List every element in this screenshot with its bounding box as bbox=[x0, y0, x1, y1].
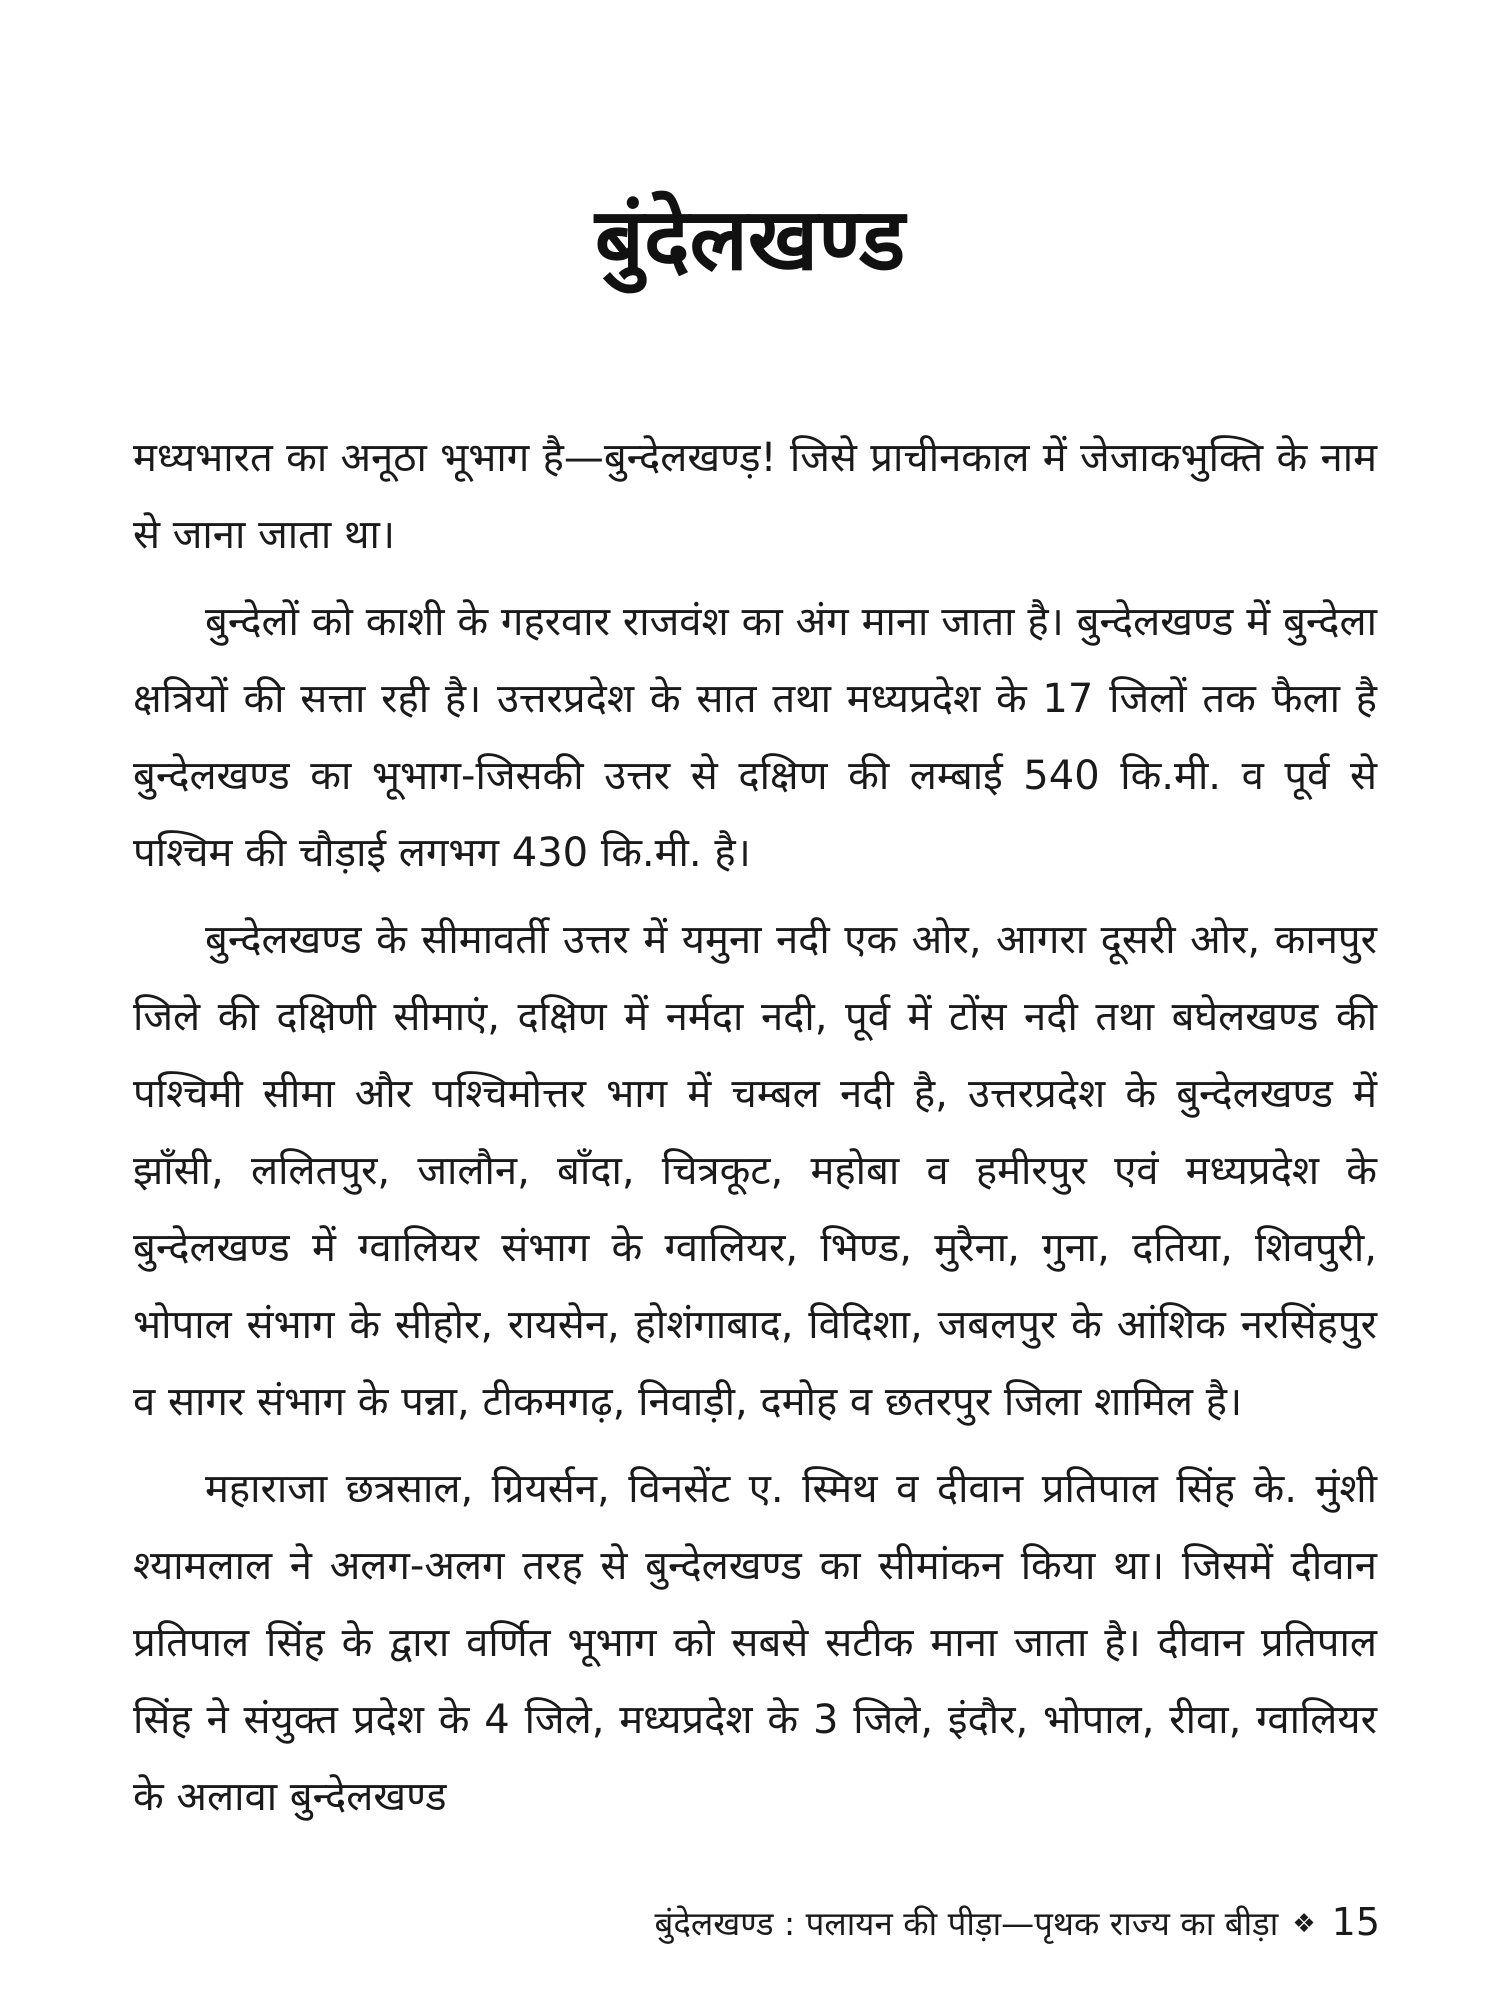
paragraph-intro: मध्यभारत का अनूठा भूभाग है—बुन्देलखण्ड़! जिसे प्राचीनकाल में जेजाकभुक्ति के नाम से जाना जाता था। bbox=[133, 435, 1377, 558]
page-number: 15 bbox=[1331, 1900, 1380, 1944]
paragraph-boundaries: बुन्देलखण्ड के सीमावर्ती उत्तर में यमुना नदी एक ओर, आगरा दूसरी ओर, कानपुर जिले की दक्षिणी सीमाएं, दक्षिण में नर्मदा नदी, पूर्व में टोंस नदी तथा बघेलखण्ड की पश्चिमी सीमा और पश्चिमोत्तर भाग में चम्बल नदी है, उत्तरप्रदेश के बुन्देलखण्ड में झाँसी, ललितपुर, जालौन, बाँदा, चित्रकूट, महोबा व हमीरपुर एवं मध्यप्रदेश के बुन्देलखण्ड में ग्वालियर संभाग के ग्वालियर, भिण्ड, मुरैना, गुना, दतिया, शिवपुरी, भोपाल संभाग के सीहोर, रायसेन, होशंगाबाद, विदिशा, जबलपुर के आंशिक नरसिंहपुर व सागर संभाग के पन्ना, टीकमगढ़, निवाड़ी, दमोह व छतरपुर जिला शामिल है। bbox=[133, 917, 1377, 1425]
paragraph-extent: बुन्देलों को काशी के गहरवार राजवंश का अंग माना जाता है। बुन्देलखण्ड में बुन्देला क्षत्रियों की सत्ता रही है। उत्तरप्रदेश के सात तथा मध्यप्रदेश के 17 जिलों तक फैला है बुन्देलखण्ड का भूभाग-जिसकी उत्तर से दक्षिण की लम्बाई 540 कि.मी. व पूर्व से पश्चिम की चौड़ाई लगभग 430 कि.मी. है। bbox=[133, 599, 1377, 876]
diamond-separator-icon: ❖ bbox=[1292, 1909, 1316, 1939]
paragraph-demarcation: महाराजा छत्रसाल, ग्रियर्सन, विनसेंट ए. स्मिथ व दीवान प्रतिपाल सिंह के. मुंशी श्यामलाल ने अलग-अलग तरह से बुन्देलखण्ड का सीमांकन किया था। जिसमें दीवान प्रतिपाल सिंह के द्वारा वर्णित भूभाग को सबसे सटीक माना जाता है। दीवान प्रतिपाल सिंह ने संयुक्त प्रदेश के 4 जिले, मध्यप्रदेश के 3 जिले, इंदौर, भोपाल, रीवा, ग्वालियर के अलावा बुन्देलखण्ड bbox=[133, 1466, 1377, 1820]
chapter-title: बुंदेलखण्ड bbox=[594, 190, 906, 290]
body-text bbox=[133, 420, 1377, 1846]
running-title: बुंदेलखण्ड : पलायन की पीड़ा—पृथक राज्य का बीड़ा bbox=[654, 1904, 1279, 1943]
page-footer bbox=[654, 1900, 1380, 1945]
